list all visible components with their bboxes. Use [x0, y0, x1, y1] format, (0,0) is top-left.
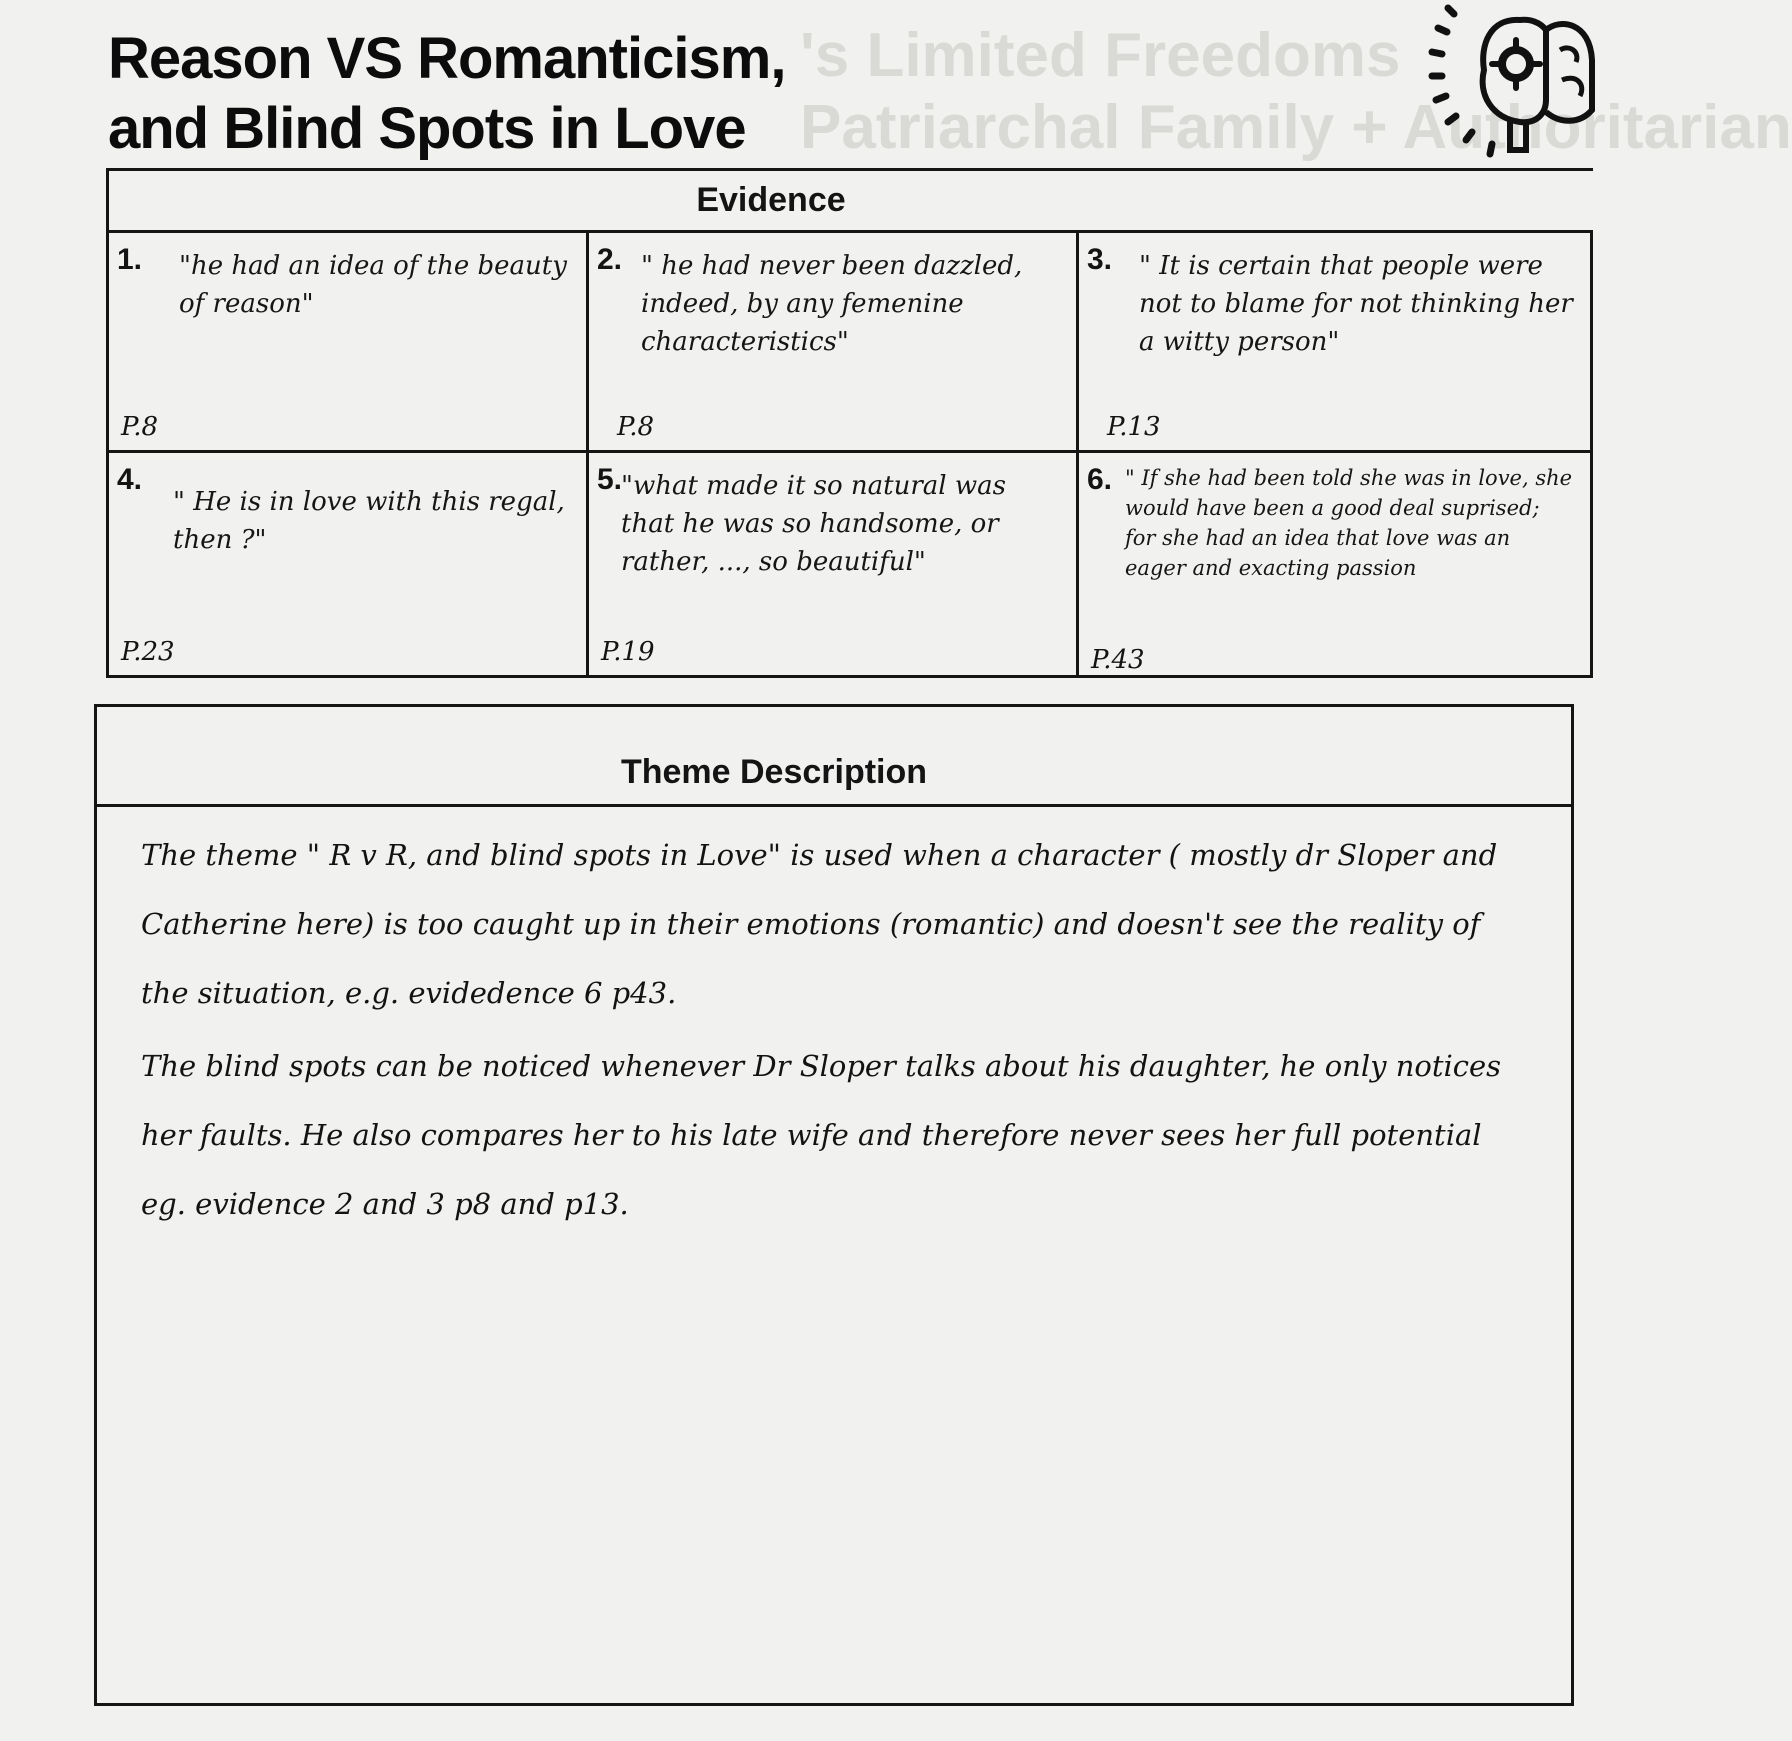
- theme-description-box: [94, 704, 1574, 1706]
- evidence-quote: " If she had been told she was in love, she would have been a good deal suprised; for she had an idea that love was an eager and exacting passion: [1125, 466, 1573, 580]
- evidence-page: P.23: [121, 637, 175, 667]
- evidence-table: [106, 168, 1593, 678]
- evidence-cell-1: [109, 233, 589, 453]
- bleed-through-text: 's Limited Freedoms Patriarchal Family + Authoritarian: [800, 21, 1792, 162]
- evidence-cell-5: [589, 453, 1079, 675]
- page-title: [108, 24, 785, 164]
- evidence-page: P.19: [601, 637, 655, 667]
- theme-heading: Theme Description: [97, 707, 1571, 807]
- brain-gear-icon: [1420, 0, 1593, 175]
- evidence-heading: Evidence: [109, 171, 1593, 233]
- evidence-page: P.8: [121, 412, 159, 442]
- evidence-number: 3.: [1087, 243, 1113, 276]
- evidence-number: 1.: [117, 243, 143, 276]
- evidence-quote: " he had never been dazzled, indeed, by any femenine characteristics": [641, 251, 1023, 357]
- evidence-number: 6.: [1087, 463, 1113, 496]
- evidence-cell-6: [1079, 453, 1593, 675]
- evidence-cell-2: [589, 233, 1079, 453]
- evidence-number: 4.: [117, 463, 143, 496]
- evidence-cell-4: [109, 453, 589, 675]
- evidence-page: P.8: [617, 412, 655, 442]
- evidence-number: 5.: [597, 463, 623, 496]
- title-line-1: Reason VS Romanticism,: [108, 26, 786, 91]
- evidence-quote: "he had an idea of the beauty of reason": [179, 251, 567, 319]
- theme-body: [97, 807, 1571, 1239]
- theme-paragraph-2: The blind spots can be noticed whenever Dr Sloper talks about his daughter, he only notices her faults. He also compares her to his late wife and therefore never sees her full potential eg. evidence 2 and 3 p8 and p13.: [141, 1049, 1502, 1221]
- evidence-number: 2.: [597, 243, 623, 276]
- theme-paragraph-1: The theme " R v R, and blind spots in Love" is used when a character ( mostly dr Sloper and Catherine here) is too caught up in their emotions (romantic) and doesn't see the reality of the situation, e.g. evidedence 6 p43.: [141, 838, 1498, 1010]
- evidence-page: P.43: [1091, 645, 1145, 675]
- evidence-quote: " It is certain that people were not to blame for not thinking her a witty person": [1139, 251, 1573, 357]
- evidence-quote: " He is in love with this regal, then ?": [173, 487, 565, 555]
- evidence-cell-3: [1079, 233, 1593, 453]
- title-line-2: and Blind Spots in Love: [108, 96, 746, 161]
- evidence-page: P.13: [1107, 412, 1161, 442]
- evidence-quote: "what made it so natural was that he was so handsome, or rather, ..., so beautiful": [621, 471, 1006, 577]
